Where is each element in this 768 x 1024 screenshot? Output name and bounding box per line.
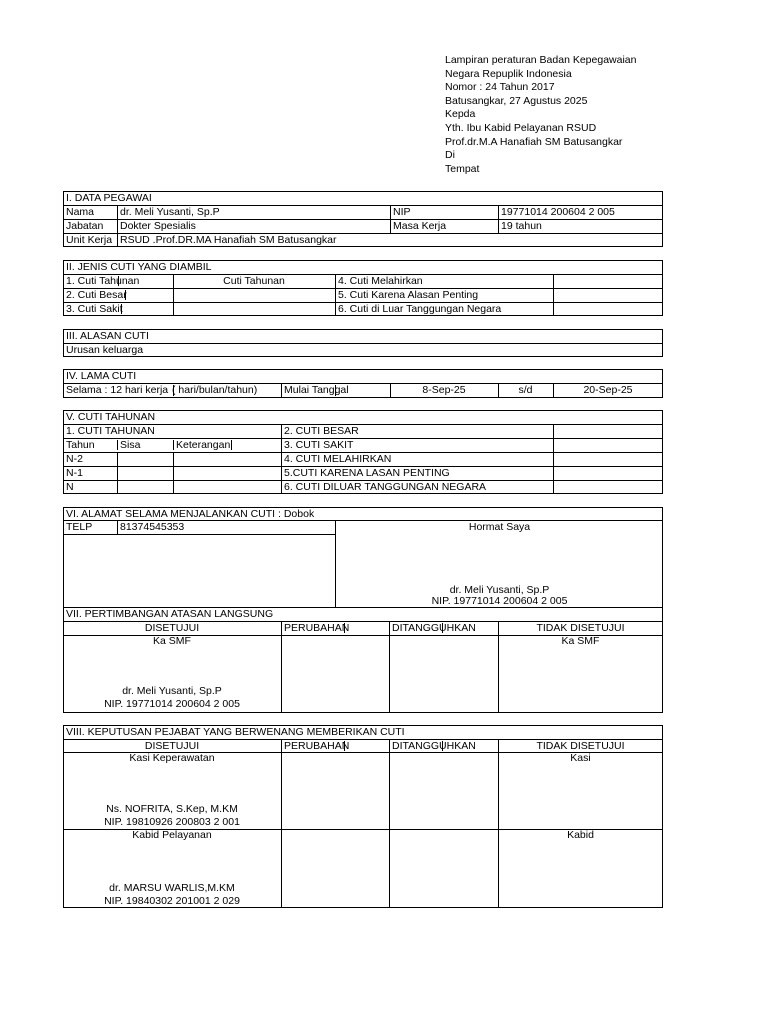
section-title: III. ALASAN CUTI [66, 330, 149, 342]
pejabat-name: Ns. NOFRITA, S.Kep, M.KM [106, 803, 238, 815]
pejabat-role: Kabid Pelayanan [132, 829, 212, 841]
telp-value: 81374545353 [120, 521, 185, 533]
cuti-type-row: 3. CUTI SAKIT [284, 439, 354, 451]
hormat-saya: Hormat Saya [468, 521, 531, 533]
header-line: Tempat [445, 162, 480, 175]
pejabat-role: Kasi Keperawatan [129, 752, 215, 764]
col-keterangan: Keterangan [176, 439, 231, 451]
satuan-waktu: ( hari/bulan/tahun) [172, 384, 258, 396]
nip-value: 19771014 200604 2 005 [501, 206, 615, 218]
nip-label: NIP [393, 206, 411, 218]
cuti-type-row: 6. CUTI DILUAR TANGGUNGAN NEGARA [284, 481, 487, 493]
end-date: 20-Sep-25 [583, 384, 633, 396]
telp-label: TELP [66, 521, 93, 533]
unit-kerja-label: Unit Kerja [66, 234, 113, 246]
col-sisa: Sisa [120, 439, 141, 451]
atasan-role: Ka SMF [153, 635, 191, 647]
header-line: Di [445, 149, 455, 162]
pejabat-role-right: Kasi [570, 752, 591, 764]
applicant-name: dr. Meli Yusanti, Sp.P [449, 584, 550, 596]
header-line: Batusangkar, 27 Agustus 2025 [445, 94, 588, 107]
col-ditangguhkan: DITANGGUHKAN [392, 622, 476, 634]
masa-kerja-label: Masa Kerja [393, 220, 447, 232]
sampai-dengan-label: s/d [518, 384, 533, 396]
atasan-role-right: Ka SMF [561, 635, 600, 647]
col-tidak-disetujui: TIDAK DISETUJUI [536, 740, 625, 752]
cuti-luar-tanggungan-option: 6. Cuti di Luar Tanggungan Negara [338, 303, 502, 315]
start-date: 8-Sep-25 [422, 384, 466, 396]
year-row-label: N-1 [66, 467, 83, 479]
col-tahun: Tahun [66, 439, 95, 451]
col-perubahan: PERUBAHAN [284, 622, 350, 634]
col-ditangguhkan: DITANGGUHKAN [392, 740, 476, 752]
col-perubahan: PERUBAHAN [284, 740, 350, 752]
alamat-cuti-title: VI. ALAMAT SELAMA MENJALANKAN CUTI : Dobok [66, 508, 315, 520]
cuti-alasan-penting-option: 5. Cuti Karena Alasan Penting [338, 289, 479, 301]
nama-label: Nama [66, 206, 95, 218]
header-line: Yth. Ibu Kabid Pelayanan RSUD [445, 121, 597, 134]
nama-value: dr. Meli Yusanti, Sp.P [120, 206, 220, 218]
cuti-tahunan-heading: 1. CUTI TAHUNAN [66, 425, 155, 437]
letter-header [445, 54, 636, 176]
header-line: Kepda [445, 108, 476, 121]
col-disetujui: DISETUJUI [144, 622, 200, 634]
cuti-type-row: 5.CUTI KARENA LASAN PENTING [284, 467, 450, 479]
pejabat-name: dr. MARSU WARLIS,M.KM [109, 882, 235, 894]
header-line: Nomor : 24 Tahun 2017 [445, 81, 555, 94]
pejabat-role-right: Kabid [567, 829, 594, 841]
col-tidak-disetujui: TIDAK DISETUJUI [536, 622, 625, 634]
cuti-type-row: 2. CUTI BESAR [284, 425, 359, 437]
masa-kerja-value: 19 tahun [501, 220, 542, 232]
section-title: I. DATA PEGAWAI [66, 192, 152, 204]
cuti-tahunan-option: 1. Cuti Tahunan [66, 275, 140, 287]
cuti-type-row: 4. CUTI MELAHIRKAN [284, 453, 392, 465]
selected-cuti-value: Cuti Tahunan [223, 275, 285, 287]
pejabat-nip: NIP. 19810926 200803 2 001 [104, 816, 240, 828]
cuti-sakit-option: 3. Cuti Sakit [66, 303, 123, 315]
section-title: II. JENIS CUTI YANG DIAMBIL [66, 261, 212, 273]
section-title: IV. LAMA CUTI [66, 370, 137, 382]
jabatan-label: Jabatan [66, 220, 104, 232]
atasan-name: dr. Meli Yusanti, Sp.P [122, 685, 222, 697]
section-title: V. CUTI TAHUNAN [66, 411, 156, 423]
cuti-besar-option: 2. Cuti Besar [66, 289, 127, 301]
unit-kerja-value: RSUD .Prof.DR.MA Hanafiah SM Batusangkar [120, 234, 337, 246]
lama-cuti-value: Selama : 12 hari kerja [66, 384, 169, 396]
header-line: Prof.dr.M.A Hanafiah SM Batusangkar [445, 135, 623, 148]
alasan-value: Urusan keluarga [66, 344, 144, 356]
year-row-label: N [66, 481, 74, 493]
atasan-nip: NIP. 19771014 200604 2 005 [104, 698, 240, 710]
header-line: Negara Repuplik Indonesia [445, 67, 572, 80]
mulai-tanggal-label: Mulai Tanggal [284, 384, 349, 396]
jabatan-value: Dokter Spesialis [120, 220, 196, 232]
cuti-melahirkan-option: 4. Cuti Melahirkan [338, 275, 423, 287]
keputusan-title: VIII. KEPUTUSAN PEJABAT YANG BERWENANG MEMBERIKAN CUTI [66, 726, 405, 738]
pejabat-nip: NIP. 19840302 201001 2 029 [104, 895, 240, 907]
header-line: Lampiran peraturan Badan Kepegawaian [445, 54, 637, 66]
pertimbangan-title: VII. PERTIMBANGAN ATASAN LANGSUNG [66, 608, 274, 620]
year-row-label: N-2 [66, 453, 83, 465]
applicant-nip: NIP. 19771014 200604 2 005 [431, 595, 568, 607]
col-disetujui: DISETUJUI [144, 740, 200, 752]
